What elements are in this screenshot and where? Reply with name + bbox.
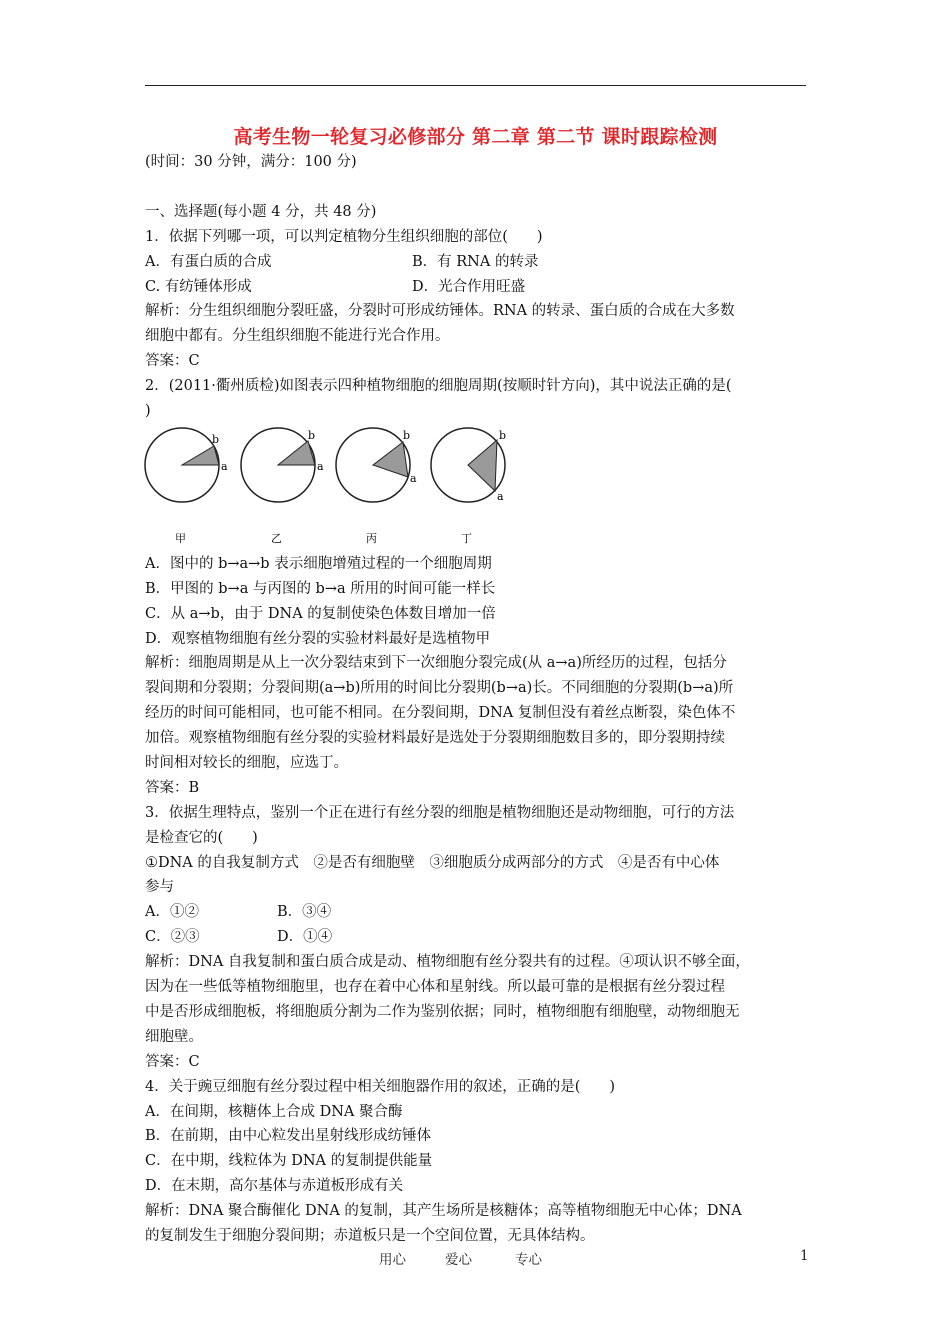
header-rule bbox=[145, 85, 806, 86]
q2-stem-line: ) bbox=[145, 403, 151, 420]
q3-items-line: ①DNA 的自我复制方式 ②是否有细胞壁 ③细胞质分成两部分的方式 ④是否有中心体 bbox=[145, 854, 720, 871]
q4-option-b: B．在前期，由中心粒发出星射线形成纺锤体 bbox=[145, 1128, 432, 1145]
q1-options-row1 bbox=[145, 250, 810, 275]
q2-option-c: C．从 a→b，由于 DNA 的复制使染色体数目增加一倍 bbox=[145, 605, 496, 622]
point-a-label: a bbox=[410, 471, 417, 485]
cell-cycle-diagrams bbox=[142, 424, 522, 552]
diagram-label: 乙 bbox=[271, 531, 282, 545]
q2-stem-line: 2．(2011·衢州质检)如图表示四种植物细胞的细胞周期(按顺时针方向)，其中说法正确的是( bbox=[145, 378, 732, 395]
q2-answer: 答案：B bbox=[145, 779, 200, 796]
q1-option-a: A．有蛋白质的合成 bbox=[145, 253, 272, 270]
q1-option-c: C. 有纺锤体形成 bbox=[145, 278, 252, 295]
q3-analysis-line: 解析：DNA 自我复制和蛋白质合成是动、植物细胞有丝分裂共有的过程。④项认识不够全面， bbox=[145, 954, 750, 971]
cycle-diagram-yi bbox=[241, 428, 324, 545]
division-sector bbox=[278, 441, 315, 465]
cycle-diagram-ding bbox=[431, 428, 506, 545]
q3-analysis-line: 细胞壁。 bbox=[145, 1028, 203, 1045]
point-b-label: b bbox=[499, 428, 507, 442]
point-a-label: a bbox=[497, 489, 504, 503]
diagram-label: 丙 bbox=[366, 531, 377, 545]
point-b-label: b bbox=[403, 428, 411, 442]
q3-option-d: D．①④ bbox=[277, 929, 333, 946]
q3-options-row1 bbox=[145, 900, 810, 925]
q3-analysis-line: 中是否形成细胞板，将细胞质分割为二作为鉴别依据；同时，植物细胞有细胞壁，动物细胞无 bbox=[145, 1003, 740, 1020]
time-info: (时间：30 分钟，满分：100 分) bbox=[145, 154, 357, 170]
q4-analysis-line: 的复制发生于细胞分裂间期；赤道板只是一个空间位置，无具体结构。 bbox=[145, 1227, 595, 1244]
cycle-diagram-bing bbox=[336, 428, 417, 545]
q1-options-row2 bbox=[145, 275, 810, 300]
q3-option-b: B．③④ bbox=[277, 904, 332, 921]
q4-option-a: A．在间期，核糖体上合成 DNA 聚合酶 bbox=[145, 1103, 403, 1120]
q3-options-row2 bbox=[145, 925, 810, 950]
q1-option-d: D．光合作用旺盛 bbox=[412, 278, 526, 295]
point-a-label: a bbox=[221, 459, 228, 473]
footer-middle: 爱心 bbox=[445, 1252, 472, 1268]
point-b-label: b bbox=[212, 432, 220, 446]
diagram-label: 甲 bbox=[175, 531, 186, 545]
q2-option-d: D．观察植物细胞有丝分裂的实验材料最好是选植物甲 bbox=[145, 630, 491, 647]
q2-analysis-line: 时间相对较长的细胞，应选丁。 bbox=[145, 755, 348, 772]
cycle-diagram-jia bbox=[145, 428, 228, 545]
diagram-label: 丁 bbox=[461, 531, 472, 545]
q2-option-a: A．图中的 b→a→b 表示细胞增殖过程的一个细胞周期 bbox=[145, 555, 492, 572]
point-b-label: b bbox=[308, 428, 316, 442]
q2-analysis-line: 经历的时间可能相同，也可能不相同。在分裂间期，DNA 复制但没有着丝点断裂，染色体不 bbox=[145, 705, 736, 722]
q3-option-c: C．②③ bbox=[145, 929, 200, 946]
q1-stem: 1．依据下列哪一项，可以判定植物分生组织细胞的部位( ) bbox=[145, 228, 543, 245]
footer-right: 专心 bbox=[515, 1252, 542, 1268]
section-title: 一、选择题(每小题 4 分，共 48 分) bbox=[145, 203, 377, 220]
division-sector bbox=[373, 442, 408, 477]
division-sector bbox=[182, 446, 219, 465]
cell-cycle-figure bbox=[145, 424, 810, 552]
q3-stem-line: 3．依据生理特点，鉴别一个正在进行有丝分裂的细胞是植物细胞还是动物细胞，可行的方法 bbox=[145, 804, 735, 821]
document-body bbox=[145, 150, 810, 1249]
point-a-label: a bbox=[317, 459, 324, 473]
q3-option-a: A．①② bbox=[145, 904, 199, 921]
q1-option-b: B．有 RNA 的转录 bbox=[412, 253, 539, 270]
page-title: 高考生物一轮复习必修部分 第二章 第二节 课时跟踪检测 bbox=[233, 126, 718, 148]
q3-items-line: 参与 bbox=[145, 879, 174, 896]
q4-option-c: C．在中期，线粒体为 DNA 的复制提供能量 bbox=[145, 1153, 433, 1170]
q2-analysis-line: 裂间期和分裂期；分裂间期(a→b)所用的时间比分裂期(b→a)长。不同细胞的分裂期(b→a)所 bbox=[145, 680, 734, 697]
spacer bbox=[145, 175, 810, 200]
q1-answer: 答案：C bbox=[145, 353, 200, 370]
q3-analysis-line: 因为在一些低等植物细胞里，也存在着中心体和星射线。所以最可靠的是根据有丝分裂过程 bbox=[145, 979, 725, 996]
q4-analysis-line: 解析：DNA 聚合酶催化 DNA 的复制，其产生场所是核糖体；高等植物细胞无中心体；DNA bbox=[145, 1203, 742, 1220]
footer-left: 用心 bbox=[379, 1252, 406, 1268]
q4-stem: 4．关于豌豆细胞有丝分裂过程中相关细胞器作用的叙述，正确的是( ) bbox=[145, 1078, 616, 1095]
page-number: 1 bbox=[800, 1248, 809, 1264]
q2-analysis-line: 加倍。观察植物细胞有丝分裂的实验材料最好是选处于分裂期细胞数目多的，即分裂期持续 bbox=[145, 730, 725, 747]
q4-option-d: D．在末期，高尔基体与赤道板形成有关 bbox=[145, 1178, 404, 1195]
q2-analysis-line: 解析：细胞周期是从上一次分裂结束到下一次细胞分裂完成(从 a→a)所经历的过程，包括分 bbox=[145, 655, 727, 672]
q2-option-b: B．甲图的 b→a 与丙图的 b→a 所用的时间可能一样长 bbox=[145, 580, 496, 597]
division-sector bbox=[468, 440, 497, 491]
q3-stem-line: 是检查它的( ) bbox=[145, 829, 258, 846]
q1-analysis-line: 细胞中都有。分生组织细胞不能进行光合作用。 bbox=[145, 328, 450, 345]
q3-answer: 答案：C bbox=[145, 1053, 200, 1070]
q1-analysis-line: 解析：分生组织细胞分裂旺盛，分裂时可形成纺锤体。RNA 的转录、蛋白质的合成在大多数 bbox=[145, 303, 735, 320]
